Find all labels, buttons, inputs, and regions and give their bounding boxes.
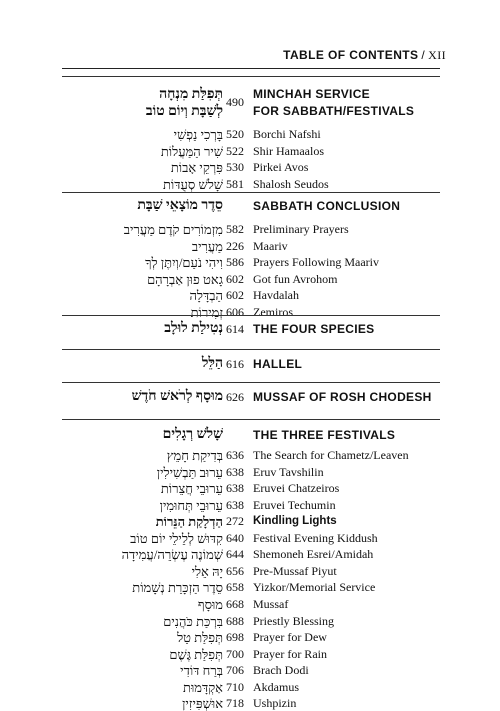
entry-english: Shemoneh Esrei/Amidah xyxy=(253,547,374,562)
entry-hebrew: עֵרוּבֵי תְּחוּמִין xyxy=(159,497,223,513)
entry-english: Kindling Lights xyxy=(253,515,337,528)
page-number: XII xyxy=(428,48,446,62)
section-heading-english: THE THREE FESTIVALS xyxy=(253,428,396,442)
entry-page: 668 xyxy=(226,597,244,611)
entry-page: 658 xyxy=(226,580,244,595)
page-header-separator: / xyxy=(421,48,426,62)
entry-hebrew: אַקְדָּמוּת xyxy=(183,679,223,695)
entry-english: Priestly Blessing xyxy=(253,613,335,628)
entry-english: Prayers Following Maariv xyxy=(253,255,379,270)
entry-english: Akdamus xyxy=(253,679,299,694)
entry-english: Shir Hamaalos xyxy=(253,143,324,158)
entry-page: 710 xyxy=(226,679,244,694)
section-rule xyxy=(62,315,440,316)
entry-english: Mussaf xyxy=(253,597,289,611)
entry-hebrew: שָׁלֹשׁ סְעֻדּוֹת xyxy=(163,176,223,192)
entry-hebrew: מוּסָף xyxy=(197,597,223,612)
entry-page: 636 xyxy=(226,448,244,462)
entry-hebrew: שִׁיר הַמַּעֲלוֹת xyxy=(160,143,223,159)
entry-english: Eruvei Chatzeiros xyxy=(253,481,340,496)
entry-page: 522 xyxy=(226,143,244,158)
entry-page: 586 xyxy=(226,255,244,270)
entry-english: The Search for Chametz/Leaven xyxy=(253,448,409,462)
entry-english: Shalosh Seudos xyxy=(253,176,329,191)
section-heading-english: HALLEL xyxy=(253,357,303,371)
section-heading-hebrew: שָׁלֹשׁ רְגָלִים xyxy=(162,427,223,442)
entry-english: Borchi Nafshi xyxy=(253,127,321,141)
entry-english: Ushpizin xyxy=(253,696,297,711)
entry-page: 520 xyxy=(226,127,244,141)
entry-page: 718 xyxy=(226,696,244,711)
entry-hebrew: קִדּוּשׁ לְלֵילֵי יוֹם טוֹב xyxy=(130,530,223,546)
entry-english: Got fun Avrohom xyxy=(253,271,338,286)
entry-hebrew: יָהּ אֵלִי xyxy=(191,563,223,579)
entry-english: Festival Evening Kiddush xyxy=(253,530,378,545)
entry-page: 644 xyxy=(226,547,244,562)
page-header-title: TABLE OF CONTENTS xyxy=(283,48,419,62)
entry-hebrew: תְּפִלַּת טַל xyxy=(177,630,223,645)
entry-hebrew: פִּרְקֵי אָבוֹת xyxy=(170,160,223,176)
entry-hebrew: זְמִירוֹת xyxy=(190,304,223,320)
section-heading-hebrew: הַלֵּל xyxy=(201,356,223,371)
entry-page: 272 xyxy=(226,514,244,529)
section-heading-english: MUSSAF OF ROSH CHODESH xyxy=(253,390,432,404)
entry-english: Prayer for Dew xyxy=(253,630,327,644)
entry-page: 606 xyxy=(226,304,244,319)
entry-hebrew: סֵדֶר הַזְכָּרַת נְשָׁמוֹת xyxy=(132,580,223,596)
entry-page: 638 xyxy=(226,497,244,512)
entry-hebrew: מִזְמוֹרִים קֹדֶם מַעֲרִיב xyxy=(123,222,223,237)
entry-english: Pirkei Avos xyxy=(253,160,309,175)
entry-english: Eruvei Techumin xyxy=(253,497,336,512)
entry-page: 640 xyxy=(226,530,244,545)
section-heading-hebrew: תְּפִלַּת מִנְחָה לְשַׁבָּת וְיוֹם טוֹב xyxy=(145,87,223,119)
section-heading-hebrew: סֵדֶר מוֹצָאֵי שַׁבָּת xyxy=(137,198,223,213)
entry-hebrew: שְׁמוֹנֶה עֶשְׂרֵה/עֲמִידָה xyxy=(121,547,223,563)
entry-hebrew: עֵרוּב תַּבְשִׁילִין xyxy=(156,464,223,480)
entry-hebrew: תְּפִלַּת גֶּשֶׁם xyxy=(169,646,223,662)
entry-page: 656 xyxy=(226,563,244,578)
section-heading-english: SABBATH CONCLUSION xyxy=(253,199,401,213)
entry-english: Prayer for Rain xyxy=(253,646,327,661)
entry-english: Havdalah xyxy=(253,288,299,303)
entry-english: Maariv xyxy=(253,238,288,253)
entry-hebrew: הַבְדָּלָה xyxy=(189,288,223,304)
section-rule xyxy=(62,192,440,193)
entry-english: Yizkor/Memorial Service xyxy=(253,580,376,595)
section-rule xyxy=(62,76,440,77)
section-heading-page: 490 xyxy=(226,95,244,109)
section-heading-hebrew: מוּסָף לְרֹאשׁ חֹדֶשׁ xyxy=(131,389,223,404)
entry-hebrew: בְּרַח דּוֹדִי xyxy=(180,663,223,679)
section-heading-page: 614 xyxy=(226,322,244,336)
entry-page: 698 xyxy=(226,630,244,644)
entry-hebrew: בְּדִיקַת חָמֵץ xyxy=(166,448,223,463)
entry-english: Preliminary Prayers xyxy=(253,222,349,236)
entry-hebrew: וִיהִי נֹעַם/וְיִתֶּן לְךָ xyxy=(145,255,223,271)
entry-page: 700 xyxy=(226,646,244,661)
entry-english: Eruv Tavshilin xyxy=(253,464,324,479)
section-rule xyxy=(62,349,440,350)
section-heading-page: 626 xyxy=(226,390,244,404)
entry-page: 581 xyxy=(226,176,244,191)
entry-page: 602 xyxy=(226,288,244,303)
entry-hebrew: עֵרוּבֵי חֲצֵרוֹת xyxy=(160,481,223,497)
entry-page: 226 xyxy=(226,238,244,253)
entry-page: 688 xyxy=(226,613,244,628)
entry-page: 582 xyxy=(226,222,244,236)
section-heading-page: 616 xyxy=(226,357,244,371)
entry-page: 638 xyxy=(226,481,244,496)
entry-hebrew: בָּרְכִי נַפְשִׁי xyxy=(173,127,223,142)
entry-page: 638 xyxy=(226,464,244,479)
entry-page: 530 xyxy=(226,160,244,175)
entry-english: Zemiros xyxy=(253,304,293,319)
section-rule xyxy=(62,382,440,383)
entry-page: 706 xyxy=(226,663,244,678)
entry-hebrew: בִּרְכַּת כֹּהֲנִים xyxy=(163,613,223,629)
section-rule xyxy=(62,419,440,420)
entry-hebrew: גָאט פוּן אַבְרָהָם xyxy=(147,271,223,287)
section-heading-hebrew: נְטִילַת לוּלָב xyxy=(164,321,223,336)
entry-english: Brach Dodi xyxy=(253,663,309,678)
section-heading-english: THE FOUR SPECIES xyxy=(253,322,375,336)
entry-hebrew: הַדְלָקַת הַנֵּרוֹת xyxy=(155,514,223,530)
entry-page: 602 xyxy=(226,271,244,286)
section-heading-english: MINCHAH SERVICE FOR SABBATH/FESTIVALS xyxy=(253,87,415,118)
entry-english: Pre-Mussaf Piyut xyxy=(253,563,337,578)
entry-hebrew: אוּשְׁפִּיזִין xyxy=(182,696,223,711)
entry-hebrew: מַעֲרִיב xyxy=(191,238,223,254)
